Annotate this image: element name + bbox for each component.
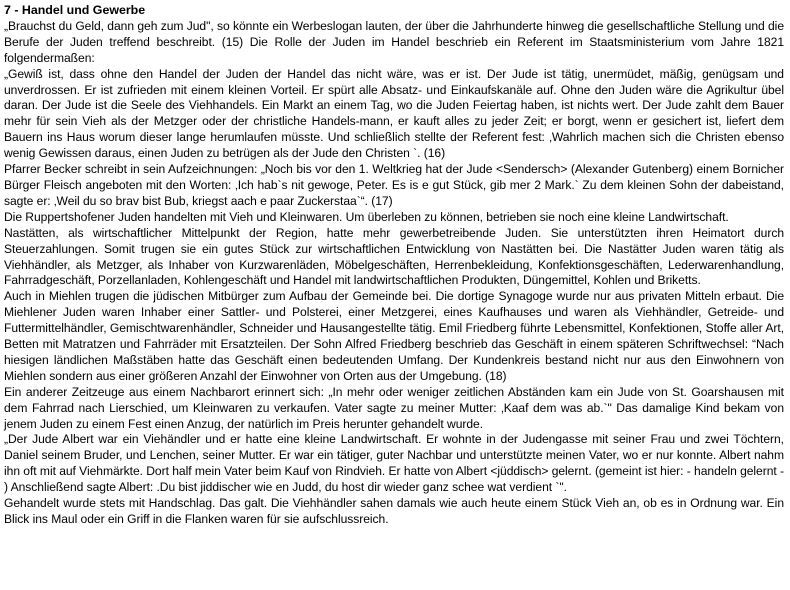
paragraph-miehlen: Auch in Miehlen trugen die jüdischen Mitbürger zum Aufbau der Gemeinde bei. Die dortige Synagoge wurde nur aus privaten Mitteln erbaut. Die Miehlener Juden waren Inhaber einer Sattler- und Polsterei, einer Metzgerei, eines Kaufhauses und waren als Viehhändler, Getreide- und Futtermittelhändler, Gemischtwarenhändler, Schneider und Hausangestellte tätig. Emil Friedberg führte Lebensmittel, Konfektionen, Stoffe aller Art, Betten mit Matratzen und Fahrräder mit Ersatzteilen. Der Sohn Alfred Friedberg beschrieb das Geschäft in einem späteren Schriftwechsel: “Nach hiesigen ländlichen Maßstäben hatte das Geschäft einen bedeutenden Umfang. Der Kundenkreis bestand nicht nur aus den Einwohnern von Miehlen sondern aus einer größeren Anzahl der Einwohner von Orten aus der Umgebung. (18) <box>4 289 784 383</box>
paragraph-albert: „Der Jude Albert war ein Viehändler und er hatte eine kleine Landwirtschaft. Er wohnte in der Judengasse mit seiner Frau und zwei Töchtern, Daniel seinem Bruder, und Lenchen, seiner Mutter. Er war ein tätiger, guter Nachbar und unterstützte meinen Vater, wo er nur konnte. Albert nahm ihn oft mit auf Viehmärkte. Dort half mein Vater beim Kauf von Rindvieh. Er hatte von Albert <jüddisch> gelernt. (gemeint ist hier: - handeln gelernt - ) Anschließend sagte Albert: .Du bist jiddischer wie en Judd, du host dir wieder ganz schee wat verdient `". <box>4 432 784 495</box>
paragraph-zeitzeuge: Ein anderer Zeitzeuge aus einem Nachbarort erinnert sich: „In mehr oder weniger zeitlichen Abständen kam ein Jude von St. Goarshausen mit dem Fahrrad nach Lierschied, um Kleinwaren zu verkaufen. Vater sagte zu meiner Mutter: ‚Kaaf dem was ab.`" Das damalige Kind bekam von jenem Juden zu einem Fest einen Anzug, der natürlich im Preis herunter gehandelt wurde. <box>4 384 784 431</box>
paragraph-intro: „Brauchst du Geld, dann geh zum Jud", so könnte ein Werbeslogan lauten, der über die Jahrhunderte hinweg die gesellschaftliche Stellung und die Berufe der Juden treffend beschreibt. (15) Die Rolle der Juden im Handel beschrieb ein Referent im Staatsministerium vom Jahre 1821 folgendermaßen: <box>4 18 784 65</box>
section-heading: 7 - Handel und Gewerbe <box>4 3 146 17</box>
paragraph-pfarrer-becker: Pfarrer Becker schreibt in sein Aufzeichnungen: „Noch bis vor den 1. Weltkrieg hat der Jude <Sendersch> (Alexander Gutenberg) einem Bornicher Bürger Fleisch angeboten mit den Worten: ‚Ich hab`s nit gewoge, Peter. Es is e gut Stück, gib mer 2 Mark.` Zu dem kleinen Sohn der dabeistand, sagte er: ‚Weil du so brav bist Bub, kriegst aach e paar Zuckerstaa`“. (17) <box>4 162 784 208</box>
paragraph-handschlag: Gehandelt wurde stets mit Handschlag. Das galt. Die Viehhändler sahen damals wie auch heute einem Stück Vieh an, ob es in Ordnung war. Ein Blick ins Maul oder ein Griff in die Flanken waren für sie aufschlussreich. <box>4 496 784 526</box>
paragraph-nastaetten: Nastätten, als wirtschaftlicher Mittelpunkt der Region, hatte mehr gewerbetreibende Juden. Sie unterstützten ihren Heimatort durch Steuerzahlungen. Somit trugen sie ein gutes Stück zur wirtschaftlichen Entwicklung von Nastätten bei. Die Nastätter Juden waren tätig als Viehhändler, als Metzger, als Inhaber von Kurzwarenläden, Möbelgeschäften, Herrenbekleidung, Konfektionsgeschäften, Lederwarenhandlung, Fahrradgeschäft, Porzellanladen, Kohlengeschäft und Handel mit landwirtschaftlichen Produkten, Düngemittel, Kohlen und Briketts. <box>4 225 784 288</box>
paragraph-quote-referent: „Gewiß ist, dass ohne den Handel der Juden der Handel das nicht wäre, was er ist. Der Jude ist tätig, unermüdet, mäßig, genügsam und unverdrossen. Er ist zufrieden mit einem kleinen Vorteil. Er spürt alle Absatz- und Einkaufskanäle auf. Ohne den Juden wäre die Agrikultur übel daran. Der Jude ist die Seele des Viehhandels. Ein Markt an einem Tag, wo die Juden Feiertag haben, ist nichts wert. Der Jude zahlt dem Bauer mehr für sein Vieh als der Metzger oder der christliche Handels-mann, er kauft alles zu jeder Zeit; er borgt, wenn er gesichert ist, liefert dem Bauern ins Haus worum dieser lange herumlaufen müsste. Und schließlich stellte der Referent fest: ‚Wahrlich machen sich die Christen ebenso wenig Gewissen daraus, einen Juden zu betrügen als der Jude den Christen `. (16) <box>4 66 784 161</box>
paragraph-ruppertshofen: Die Ruppertshofener Juden handelten mit Vieh und Kleinwaren. Um überleben zu können, betrieben sie noch eine kleine Landwirtschaft. <box>4 209 729 224</box>
